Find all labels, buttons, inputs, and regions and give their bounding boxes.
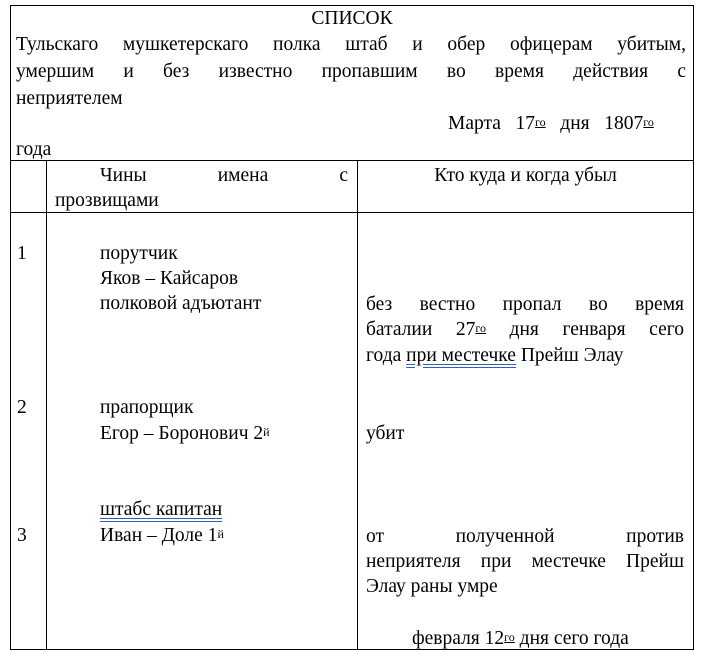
row-3-name-sup: й (217, 527, 224, 541)
date-year: 1807 (604, 113, 644, 134)
row-2-name-sup: й (263, 425, 270, 439)
date-year-sup: го (643, 115, 654, 129)
row-2-name (100, 422, 270, 447)
row-3-fate-l4b: дня сего года (514, 628, 629, 649)
row-2-fate: убит (366, 423, 405, 444)
row-2-name-text: Егор – Боронович 2 (100, 423, 264, 444)
column-header-ranks: Чины имена с (100, 165, 348, 186)
row-1-fate-l2a: баталии 27 (366, 319, 476, 340)
row-3-fate-l4a: февраля 12 (412, 628, 505, 649)
row-1-name: Яков – Кайсаров (100, 268, 239, 289)
header-year-word: года (16, 139, 52, 160)
document-title: СПИСОК (311, 8, 393, 29)
header-date (448, 112, 654, 137)
border-right (693, 5, 694, 650)
row-3-fate-line-3: Элау раны умре (366, 576, 498, 597)
row-3-number: 3 (17, 525, 27, 546)
row-1-fate-line-1: без вестно пропал во время (366, 294, 684, 315)
row-1-rank: порутчик (100, 243, 178, 264)
date-day-sup: го (535, 115, 546, 129)
row-3-fate-line-4 (412, 627, 629, 652)
column-header-fate: Кто куда и когда убыл (434, 165, 617, 186)
row-1-fate-l2b: дня генваря сего (485, 319, 684, 340)
row-1-fate-l3u: при местечке (406, 345, 516, 366)
row-1-fate-line-2 (366, 318, 684, 343)
fate-column-divider (357, 160, 358, 650)
row-3-name (100, 524, 224, 549)
header-line-1: Тульскаго мушкетерскаго полка штаб и обер офицерам убитым, (16, 34, 686, 55)
date-month: Марта (448, 113, 501, 134)
row-1-fate-l2sup: го (475, 321, 486, 335)
border-left (10, 5, 11, 650)
row-1-fate-l3b: Прейш Элау (515, 345, 624, 366)
header-line-3: неприятелем (16, 88, 123, 109)
date-word: дня (560, 113, 590, 134)
row-3-fate-l4sup: го (504, 630, 515, 644)
column-header-ranks-line2: прозвищами (55, 190, 159, 211)
num-column-divider (46, 160, 47, 650)
row-1-number: 1 (17, 243, 27, 264)
row-2-number: 2 (17, 397, 27, 418)
border-top (10, 5, 694, 6)
header-line-2: умершим и без известно пропавшим во время действия с (16, 61, 686, 82)
row-1-fate-line-3 (366, 344, 623, 368)
row-3-name-text: Иван – Доле 1 (100, 525, 218, 546)
row-2-rank: прапорщик (100, 397, 194, 418)
row-1-fate-l3a: года (366, 345, 407, 366)
header-divider (10, 160, 694, 161)
row-3-fate-line-2: неприятеля при местечке Прейш (366, 551, 684, 572)
row-3-fate-line-1: от полученной против (366, 526, 684, 547)
date-day: 17 (515, 113, 536, 134)
row-1-extra: полковой адъютант (100, 293, 262, 314)
row-3-rank: штабс капитан (100, 499, 223, 520)
